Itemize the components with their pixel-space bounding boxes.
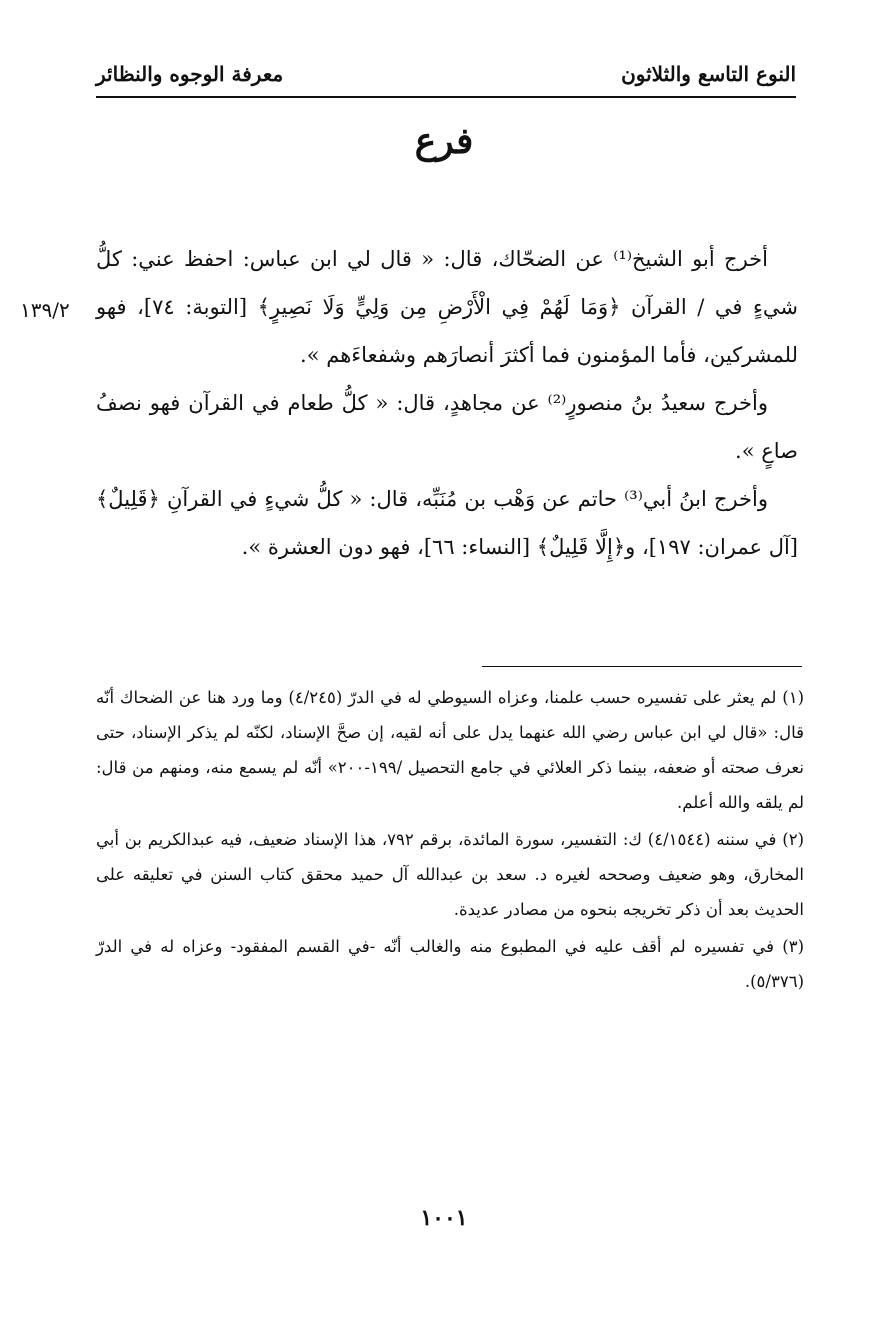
footnote-1: (١) لم يعثر على تفسيره حسب علمنا، وعزاه السيوطي له في الدرّ (٤/٢٤٥) وما ورد هنا عن الضحاك أنّه قال: «قال لي ابن عباس رضي الله عنهما يدل على أنه لقيه، إن صحَّ الإسناد، لكنّه لم يذكر الإسناد، حتى نعرف صحته أو ضعفه، بينما ذكر العلائي في جامع التحصيل /١٩٩-٢٠٠» أنّه لم يسمع منه، ومنهم من قال: لم يلقه والله أعلم. (96, 688, 804, 812)
section-title: فرع (414, 120, 474, 162)
paragraph-1: أخرج أبو الشيخ⁽¹⁾ عن الضحّاك، قال: « قال لي ابن عباس: احفظ عني: كلُّ شيءٍ في / القرآن ﴿وَمَا لَهُمْ فِي الْأَرْضِ مِن وَلِيٍّ وَلَا نَصِيرٍ﴾ [التوبة: ٧٤]، فهو للمشركين، فأما المؤمنون فما أكثرَ أنصارَهم وشفعاءَهم ». (96, 247, 798, 367)
paragraph-2: وأخرج سعيدُ بنُ منصورٍ⁽²⁾ عن مجاهدٍ، قال: « كلُّ طعام في القرآن فهو نصفُ صاعٍ ». (96, 391, 798, 463)
paragraph-3: وأخرج ابنُ أبي⁽³⁾ حاتم عن وَهْب بن مُنَبِّه، قال: « كلُّ شيءٍ في القرآنِ ﴿قَلِيلٌ﴾ [آل عمران: ١٩٧]، و﴿إِلَّا قَلِيلٌ﴾ [النساء: ٦٦]، فهو دون العشرة ». (96, 487, 798, 559)
main-text (96, 235, 798, 571)
page-number: ١٠٠١ (420, 1205, 468, 1231)
footnotes (96, 680, 804, 1001)
header-topic: معرفة الوجوه والنظائر (96, 62, 284, 86)
footnote-2: (٢) في سننه (٤/١٥٤٤) ك: التفسير، سورة المائدة، برقم ٧٩٢، هذا الإسناد ضعيف، فيه عبدالكريم بن أبي المخارق، وهو ضعيف وصححه لغيره د. سعد بن عبدالله آل حميد محقق كتاب السنن في تعليقه على الحديث بعد أن ذكر تخريجه بنحوه من مصادر عديدة. (96, 830, 804, 919)
footnote-3: (٣) في تفسيره لم أقف عليه في المطبوع منه والغالب أنّه -في القسم المفقود- وعزاه له في الدرّ (٥/٣٧٦). (96, 937, 804, 991)
header-chapter: النوع التاسع والثلاثون (621, 62, 796, 86)
running-header (96, 52, 796, 98)
footnote-divider (482, 666, 802, 667)
volume-reference: ١٣٩/٢ (20, 298, 70, 322)
